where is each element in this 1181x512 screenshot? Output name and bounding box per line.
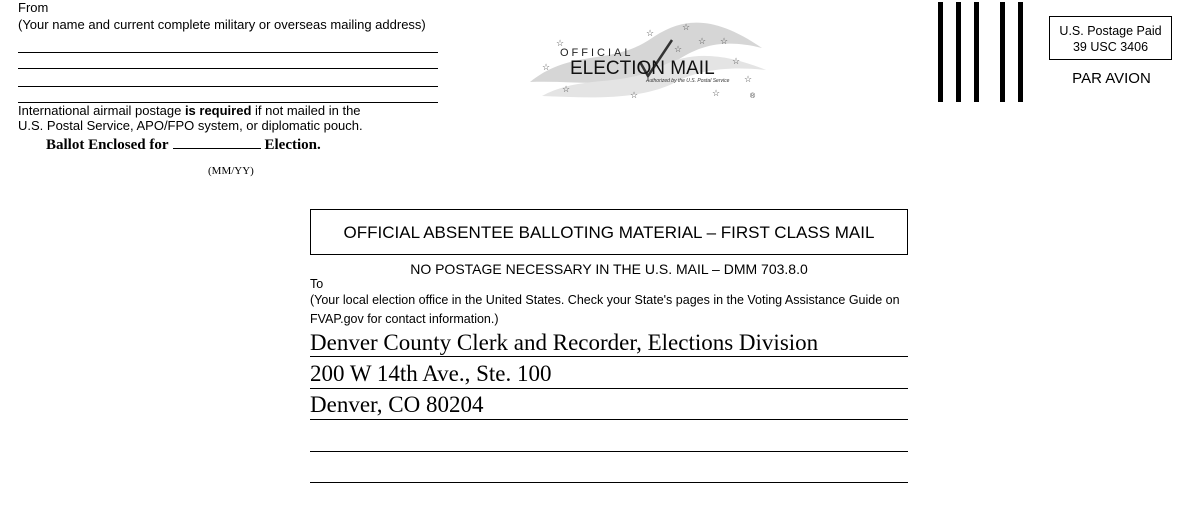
ballot-enclosed-line (46, 136, 321, 154)
election-date-blank[interactable] (173, 136, 261, 149)
svg-text:☆: ☆ (682, 22, 691, 32)
to-address-rule-2 (310, 388, 908, 389)
logo-line1: OFFICIAL (560, 47, 634, 59)
fim-bar (1018, 2, 1023, 102)
svg-text:☆: ☆ (698, 36, 707, 46)
par-avion-label: PAR AVION (1072, 70, 1151, 87)
no-postage-necessary: NO POSTAGE NECESSARY IN THE U.S. MAIL – DMM 703.8.0 (410, 261, 808, 277)
from-address-line-2 (18, 68, 438, 69)
svg-text:☆: ☆ (744, 74, 753, 84)
fim-bar (956, 2, 961, 102)
fim-bar (974, 2, 979, 102)
postage-line1: U.S. Postage Paid (1059, 24, 1162, 38)
svg-text:☆: ☆ (556, 38, 565, 48)
logo-line2: ELECTION MAIL (570, 58, 715, 79)
from-address-line-1 (18, 52, 438, 53)
svg-text:☆: ☆ (562, 84, 571, 94)
intl-note-bold: is required (184, 103, 252, 118)
svg-text:☆: ☆ (732, 56, 741, 66)
postage-line2: 39 USC 3406 (1072, 40, 1149, 54)
international-postage-note (18, 103, 438, 133)
ballot-suffix: Election. (264, 137, 321, 153)
svg-text:☆: ☆ (542, 62, 551, 72)
fim-bar (938, 2, 943, 102)
to-address-rule-1 (310, 356, 908, 357)
ballot-prefix: Ballot Enclosed for (46, 137, 169, 153)
from-label: From (18, 0, 49, 15)
logo-tagline: Authorized by the U.S. Postal Service (646, 78, 730, 84)
svg-text:☆: ☆ (674, 44, 683, 54)
official-election-mail-logo (522, 8, 772, 104)
to-label: To (310, 277, 324, 291)
registered-mark: ® (750, 93, 756, 100)
mmyy-label: (MM/YY) (208, 165, 254, 177)
intl-note-line2: U.S. Postal Service, APO/FPO system, or diplomatic pouch. (18, 118, 363, 133)
to-hint: (Your local election office in the United States. Check your State's pages in the Voting Assistance Guide on FVAP.gov for contact information.) (310, 293, 900, 326)
address-line-2[interactable]: 200 W 14th Ave., Ste. 100 (310, 361, 552, 386)
facing-identification-bars (936, 2, 1026, 102)
from-hint: (Your name and current complete military or overseas mailing address) (18, 17, 426, 32)
intl-note-suffix: if not mailed in the (251, 103, 361, 118)
address-line-1[interactable]: Denver County Clerk and Recorder, Elections Division (310, 330, 819, 355)
from-address-line-3 (18, 86, 438, 87)
svg-text:☆: ☆ (712, 88, 721, 98)
postage-paid-box (1049, 16, 1172, 60)
to-address-rule-4 (310, 451, 908, 452)
intl-note-prefix: International airmail postage (18, 103, 185, 118)
svg-text:☆: ☆ (720, 36, 729, 46)
svg-text:☆: ☆ (646, 28, 655, 38)
svg-text:☆: ☆ (630, 90, 639, 100)
address-line-3[interactable]: Denver, CO 80204 (310, 392, 484, 417)
to-address-rule-5 (310, 482, 908, 483)
to-address-rule-3 (310, 419, 908, 420)
official-balloting-material-box: OFFICIAL ABSENTEE BALLOTING MATERIAL – FIRST CLASS MAIL (310, 209, 908, 255)
fim-bar (1000, 2, 1005, 102)
